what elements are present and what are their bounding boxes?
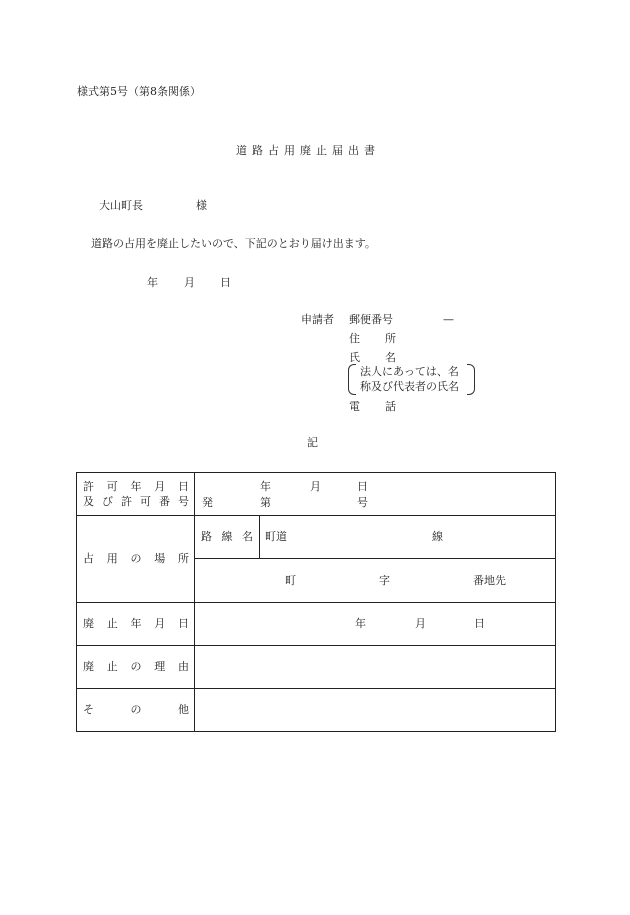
bracket-right [467,364,475,395]
route-prefix: 町道 [265,530,287,543]
corporation-note [348,363,475,396]
corporation-note-line2: 称及び代表者の氏名 [360,380,459,393]
name-label: 氏 名 [349,351,396,364]
table-divider-vertical [259,516,260,558]
table-divider [77,688,555,689]
place-aza: 字 [379,574,390,587]
body-text: 道路の占用を廃止したいので、下記のとおり届け出ます。 [91,237,376,250]
document-title: 道路占用廃止届出書 [236,144,380,157]
abolish-year-unit: 年 [355,617,366,630]
phone-label: 電 話 [349,400,396,413]
postal-code-label: 郵便番号 [349,313,393,326]
ki-heading: 記 [307,436,318,449]
addressee-honorific: 様 [196,199,207,212]
table-divider [77,515,555,516]
date-day-unit: 日 [220,276,231,289]
address-label: 住 所 [349,332,396,345]
addressee-name: 大山町長 [99,199,143,212]
location-label: 占 用 の 場 所 [83,552,189,565]
abolish-day-unit: 日 [474,617,485,630]
reason-label: 廃 止 の 理 由 [83,660,189,673]
other-label: そ の 他 [83,703,189,716]
route-name-label: 路 線 名 [201,530,253,543]
abolish-month-unit: 月 [415,617,426,630]
route-suffix: 線 [432,530,443,543]
bracket-left [348,364,356,395]
permit-number-label: 及 び 許 可 番 号 [83,495,189,508]
date-month-unit: 月 [184,276,195,289]
date-year-unit: 年 [147,276,158,289]
permit-number-go: 号 [357,496,368,509]
applicant-label: 申請者 [301,313,334,326]
place-lot: 番地先 [473,574,506,587]
corporation-note-line1: 法人にあっては、名 [360,365,459,378]
permit-number-dai: 第 [260,496,271,509]
permit-day-unit: 日 [357,480,368,493]
table-divider [77,602,555,603]
permit-month-unit: 月 [310,480,321,493]
permit-date-label: 許 可 年 月 日 [83,480,189,493]
permit-year-unit: 年 [260,480,271,493]
abolish-date-label: 廃 止 年 月 日 [83,617,189,630]
place-town: 町 [285,574,296,587]
permit-number-prefix: 発 [202,496,213,509]
table-divider [194,558,555,559]
details-table [76,472,556,732]
postal-code-dash: — [443,313,454,326]
table-divider [77,645,555,646]
form-number: 様式第5号（第8条関係） [77,85,201,98]
